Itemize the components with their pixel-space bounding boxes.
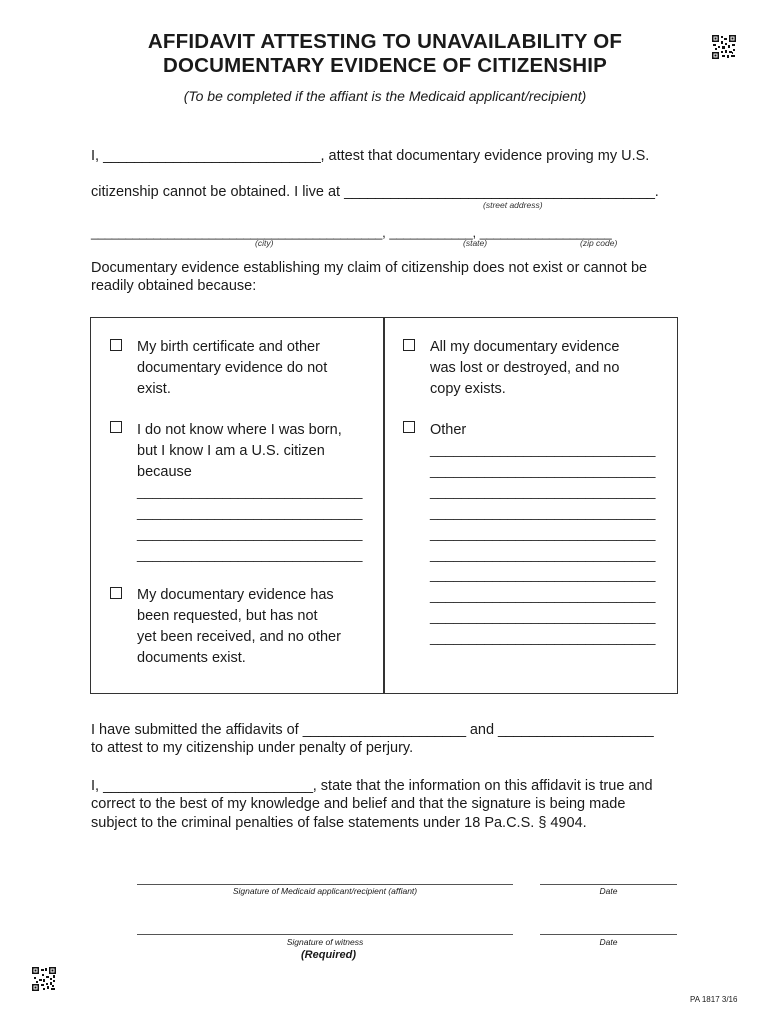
other-blank-4[interactable]: _____________________________ [430, 505, 656, 521]
statement-line3: subject to the criminal penalties of false statements under 18 Pa.C.S. § 4904. [91, 815, 587, 831]
applicant-signature-label: Signature of Medicaid applicant/recipient (affiant) [232, 886, 418, 896]
witness-date-label: Date [599, 937, 618, 947]
born-unknown-blank-1[interactable]: _____________________________ [137, 484, 363, 500]
birth-certificate-checkbox[interactable] [110, 339, 122, 351]
other-blank-2[interactable]: _____________________________ [430, 463, 656, 479]
requested-line1: My documentary evidence has [137, 587, 334, 603]
comma-1: , [382, 225, 386, 240]
zip-field[interactable]: ___________________ [479, 225, 612, 240]
attest-suffix: , attest that documentary evidence proving my U.S. [320, 148, 650, 164]
birth-certificate-option [137, 337, 327, 400]
name-field[interactable]: ____________________________ [103, 148, 321, 164]
document-title-line2: DOCUMENTARY EVIDENCE OF CITIZENSHIP [163, 54, 607, 77]
state-field[interactable]: ____________ [389, 225, 473, 240]
other-label: Other [430, 422, 467, 438]
options-divider [383, 317, 385, 694]
born-unknown-line3: because [137, 464, 192, 480]
born-unknown-blank-2[interactable]: _____________________________ [137, 505, 363, 521]
statement-suffix: , state that the information on this affidavit is true and [312, 778, 653, 794]
born-unknown-option [137, 420, 342, 483]
affidavits-and: and [469, 722, 495, 738]
required-note: (Required) [301, 949, 356, 961]
applicant-date-label: Date [599, 886, 618, 896]
witness-signature-line[interactable] [137, 934, 513, 935]
address-line [91, 223, 611, 243]
street-address-label: (street address) [483, 200, 543, 210]
other-blank-10[interactable]: _____________________________ [430, 630, 656, 646]
born-unknown-blank-3[interactable]: _____________________________ [137, 526, 363, 542]
statement-line1 [91, 776, 653, 796]
other-blank-3[interactable]: _____________________________ [430, 484, 656, 500]
born-unknown-checkbox[interactable] [110, 421, 122, 433]
applicant-signature-line[interactable] [137, 884, 513, 885]
form-id: PA 1817 3/16 [690, 995, 738, 1004]
lost-line3: copy exists. [430, 381, 506, 397]
born-unknown-line2: but I know I am a U.S. citizen [137, 443, 325, 459]
lost-line1: All my documentary evidence [430, 339, 620, 355]
other-blank-5[interactable]: _____________________________ [430, 526, 656, 542]
affidavits-line2: to attest to my citizenship under penalty of perjury. [91, 740, 414, 756]
other-blank-8[interactable]: _____________________________ [430, 588, 656, 604]
born-unknown-line1: I do not know where I was born, [137, 422, 342, 438]
affidavits-prefix: I have submitted the affidavits of [91, 722, 299, 738]
birth-certificate-line1: My birth certificate and other [137, 339, 320, 355]
other-blank-9[interactable]: _____________________________ [430, 609, 656, 625]
document-title-line1: AFFIDAVIT ATTESTING TO UNAVAILABILITY OF [147, 30, 623, 53]
lost-destroyed-checkbox[interactable] [403, 339, 415, 351]
attest-line1 [91, 146, 649, 166]
statement-prefix: I, [91, 778, 100, 794]
other-blank-6[interactable]: _____________________________ [430, 547, 656, 563]
other-blank-7[interactable]: _____________________________ [430, 567, 656, 583]
requested-line4: documents exist. [137, 650, 246, 666]
attest-line2-text: citizenship cannot be obtained. I live at [91, 184, 341, 200]
witness-signature-label: Signature of witness [286, 937, 364, 947]
city-label: (city) [255, 238, 274, 248]
street-address-field[interactable]: ________________________________________ [344, 184, 655, 200]
affidavit-name-1-field[interactable]: _____________________ [302, 722, 466, 738]
lost-line2: was lost or destroyed, and no [430, 360, 620, 376]
attest-period: . [654, 184, 659, 200]
requested-checkbox[interactable] [110, 587, 122, 599]
statement-line2: correct to the best of my knowledge and belief and that the signature is being made [91, 796, 626, 812]
requested-line3: yet been received, and no other [137, 629, 341, 645]
comma-2: , [472, 225, 477, 240]
qr-code-bottom-icon [32, 967, 56, 991]
witness-date-line[interactable] [540, 934, 677, 935]
city-field[interactable]: __________________________________________ [91, 225, 383, 240]
applicant-date-line[interactable] [540, 884, 677, 885]
document-subtitle: (To be completed if the affiant is the Medicaid applicant/recipient) [183, 88, 587, 104]
reason-intro-line2: readily obtained because: [91, 278, 257, 294]
other-checkbox[interactable] [403, 421, 415, 433]
state-label: (state) [463, 238, 488, 248]
affidavits-line1 [91, 720, 653, 740]
affidavit-name-2-field[interactable]: ____________________ [498, 722, 654, 738]
born-unknown-blank-4[interactable]: _____________________________ [137, 547, 363, 563]
birth-certificate-line2: documentary evidence do not [137, 360, 328, 376]
requested-line2: been requested, but has not [137, 608, 318, 624]
birth-certificate-line3: exist. [137, 381, 171, 397]
lost-destroyed-option [430, 337, 619, 400]
requested-option [137, 585, 341, 669]
other-blank-1[interactable]: _____________________________ [430, 442, 656, 458]
zip-label: (zip code) [580, 238, 618, 248]
attest-prefix: I, [91, 148, 100, 164]
attest-line2 [91, 182, 659, 202]
reason-intro-line1: Documentary evidence establishing my claim of citizenship does not exist or cannot be [91, 260, 648, 276]
statement-name-field[interactable]: ___________________________ [103, 778, 313, 794]
